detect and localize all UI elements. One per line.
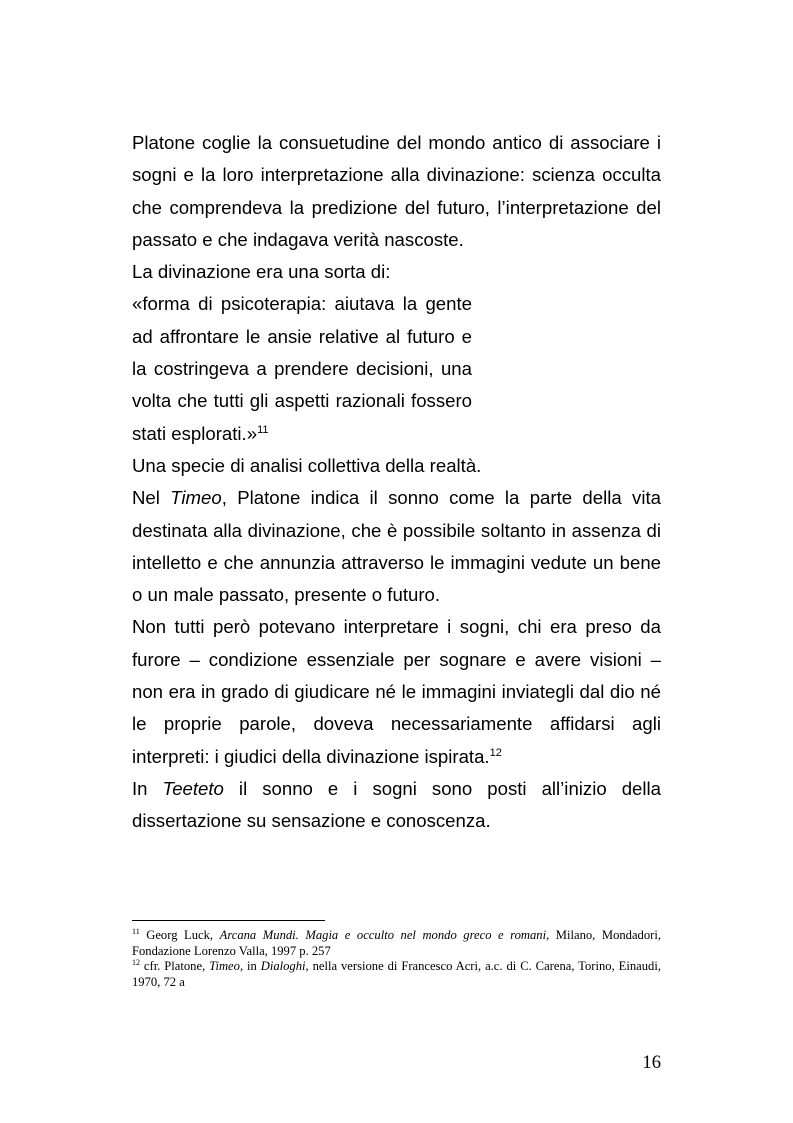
footnote-text: cfr. Platone, — [140, 959, 210, 973]
footnote-text: , Milano, Mondadori, Fondazione Lorenzo Valla, 1997 p. 257 — [132, 928, 661, 958]
paragraph-interpreti — [132, 611, 661, 772]
block-quote — [132, 288, 472, 449]
paragraph-text: , Platone indica il sonno come la parte della vita destinata alla divinazione, che è possibile soltanto in assenza di intelletto e che annunzia attraverso le immagini vedute un bene o un male passato, presente o futuro. — [132, 487, 661, 606]
paragraph-teeteto — [132, 773, 661, 838]
footnote-text: Georg Luck, — [139, 928, 220, 942]
footnote-text: , in — [239, 959, 261, 973]
paragraph-platone-divinazione — [132, 127, 661, 256]
footnote-italic: Timeo — [209, 959, 240, 973]
footnote-italic: Arcana Mundi. Magia e occulto nel mondo greco e romani — [219, 928, 547, 942]
page-number: 16 — [642, 1052, 661, 1073]
paragraph-text: In — [132, 777, 163, 799]
paragraph-text: La divinazione era una sorta di: — [132, 261, 391, 283]
italic-title: Timeo — [170, 487, 222, 509]
footnote-ref-12[interactable]: 12 — [489, 746, 502, 759]
footnote-number: 12 — [132, 957, 140, 967]
footnote-separator — [132, 920, 325, 921]
paragraph-text: Non tutti però potevano interpretare i sogni, chi era preso da furore – condizione essenziale per sognare e avere visioni – non era in grado di giudicare né le immagini inviategli dal dio né le proprie parole, doveva necessariamente affidarsi agli interpreti: i giudici della divinazione ispirata. — [132, 616, 661, 767]
footnote-italic: Dialoghi — [260, 959, 306, 973]
paragraph-analisi-collettiva — [132, 450, 661, 482]
paragraph-sorta-di — [132, 256, 661, 288]
footnote-ref-11[interactable]: 11 — [257, 423, 269, 436]
paragraph-timeo — [132, 482, 661, 611]
italic-title: Teeteto — [162, 777, 224, 799]
footnote-number: 11 — [132, 926, 140, 936]
footnotes — [132, 928, 661, 990]
paragraph-text: il sonno e i sogni sono posti all’inizio della dissertazione su sensazione e conoscenza. — [132, 777, 661, 832]
footnote-11 — [132, 928, 661, 959]
body-text — [132, 127, 661, 838]
footnote-text: , nella versione di Francesco Acri, a.c. di C. Carena, Torino, Einaudi, 1970, 72 a — [132, 959, 661, 989]
paragraph-text: Nel — [132, 487, 171, 509]
paragraph-text: Platone coglie la consuetudine del mondo antico di associare i sogni e la loro interpretazione alla divinazione: scienza occulta che comprendeva la predizione del futuro, l’interpretazione del passato e che indagava verità nascoste. — [132, 132, 661, 250]
footnote-12 — [132, 959, 661, 990]
paragraph-text: Una specie di analisi collettiva della realtà. — [132, 454, 482, 476]
quote-text: «forma di psicoterapia: aiutava la gente ad affrontare le ansie relative al futuro e la costringeva a prendere decisioni, una volta che tutti gli aspetti razionali fossero stati esplorati.» — [132, 293, 472, 444]
